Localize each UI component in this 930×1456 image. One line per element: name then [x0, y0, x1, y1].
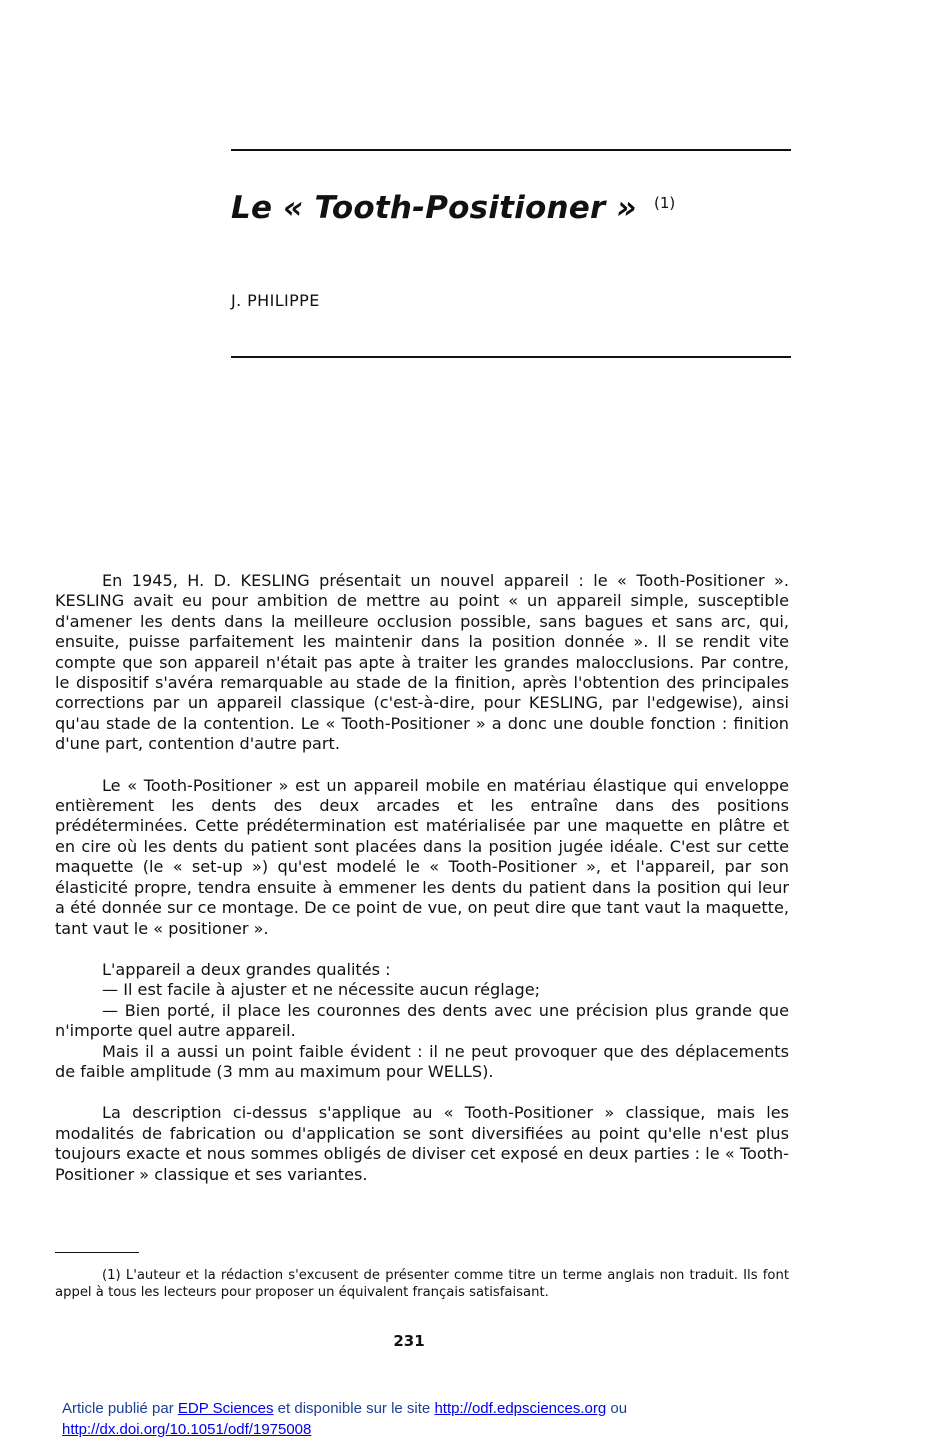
publisher-link[interactable]: EDP Sciences	[177, 1400, 274, 1417]
article-body	[55, 571, 789, 1206]
header-rule-top	[231, 149, 791, 151]
body-paragraph: L'appareil a deux grandes qualités :	[102, 959, 391, 979]
body-paragraph: En 1945, H. D. KESLING présentait un nouvel appareil : le « Tooth-Positioner ». KESLING avait eu pour ambition de mettre au point « un appareil simple, susceptible d'amener les dents dans la meilleure occlusion possible, sans bagues et sans arc, qui, ensuite, puisse parfaitement les maintenir dans la position donnée ». Il se rendit vite compte que son appareil n'était pas apte à traiter les grandes malocclusions. Par contre, le dispositif s'avéra remarquable au stade de la finition, après l'obtention des principales corrections par un appareil classique (c'est-à-dire, pour KESLING, par l'edgewise), ainsi qu'au stade de la contention. Le « Tooth-Positioner » a donc une double fonction : finition d'une part, contention d'autre part.	[55, 571, 789, 754]
article-title: Le « Tooth-Positioner »	[231, 190, 637, 226]
body-paragraph: La description ci-dessus s'applique au « Tooth-Positioner » classique, mais les modalités de fabrication ou d'application se sont diversifiées au point qu'elle n'est plus toujours exacte et nous sommes obligés de diviser cet exposé en deux parties : le « Tooth-Positioner » classique et ses variantes.	[55, 1103, 789, 1184]
header-rule-bottom	[231, 356, 791, 358]
body-paragraph: Mais il a aussi un point faible évident : il ne peut provoquer que des déplacements de faible amplitude (3 mm au maximum pour WELLS).	[55, 1041, 789, 1081]
site-link[interactable]: http://odf.edpsciences.org	[434, 1400, 607, 1417]
title-footnote-marker: (1)	[654, 194, 676, 212]
body-paragraph: Le « Tooth-Positioner » est un appareil mobile en matériau élastique qui enveloppe entièrement les dents des deux arcades et les entraîne dans des positions prédéterminées. Cette prédétermination est matérialisée par une maquette en plâtre et en cire où les dents du patient sont placées dans la position jugée idéale. C'est sur cette maquette (le « set-up ») qu'est modelé le « Tooth-Positioner », et l'appareil, par son élasticité propre, tendra ensuite à emmener les dents du patient dans la position qui leur a été donnée sur ce montage. De ce point de vue, on peut dire que tant vaut la maquette, tant vaut le « positioner ».	[55, 775, 789, 938]
footnote-rule	[55, 1252, 139, 1253]
publisher-suffix: ou	[606, 1400, 628, 1417]
publisher-prefix: Article publié par	[62, 1400, 178, 1417]
publisher-middle: et disponible sur le site	[273, 1400, 435, 1417]
list-item: — Il est facile à ajuster et ne nécessite aucun réglage;	[102, 980, 541, 1000]
footnote: (1) L'auteur et la rédaction s'excusent de présenter comme titre un terme anglais non traduit. Ils font appel à tous les lecteurs pour proposer un équivalent français satisfaisant.	[55, 1268, 789, 1300]
doi-link[interactable]: http://dx.doi.org/10.1051/odf/1975008	[62, 1421, 312, 1438]
publisher-notice	[62, 1399, 627, 1418]
article-author: J. PHILIPPE	[231, 291, 320, 310]
list-item: — Bien porté, il place les couronnes des dents avec une précision plus grande que n'importe quel autre appareil.	[55, 1000, 789, 1041]
page-number: 231	[393, 1332, 425, 1350]
